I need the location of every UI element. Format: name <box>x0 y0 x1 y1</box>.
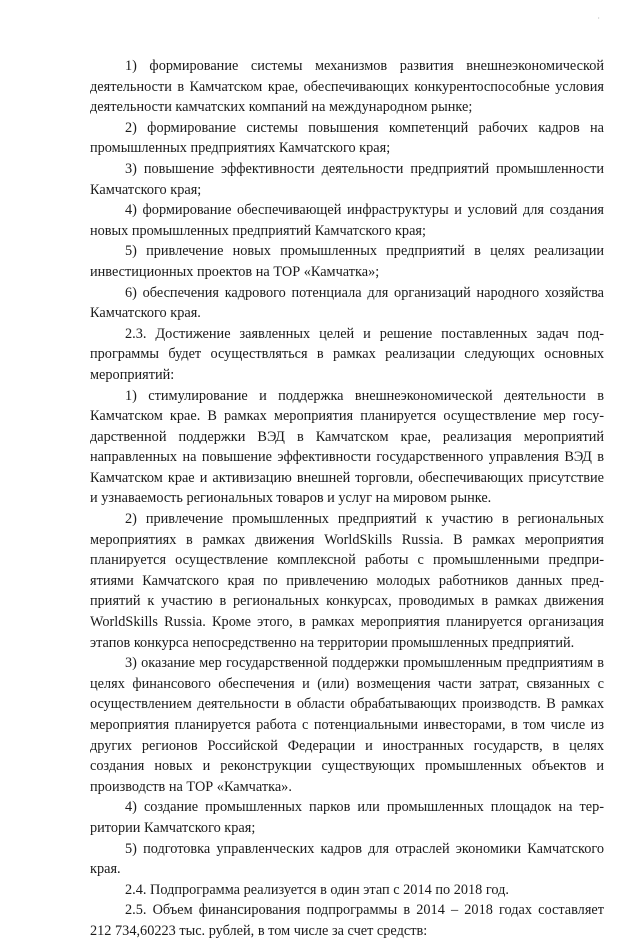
paragraph-goal-4: 4) формирование обеспечивающей инфраструктуры и условий для создания новых промышленных предприятий Камчатского края; <box>90 202 604 239</box>
paragraph-goal-6: 6) обеспечения кадрового потенциала для организаций народного хозяйства Камчатского края. <box>90 284 604 322</box>
paragraph-goal-2: 2) формирование системы повышения компетенций рабочих кадров на промышленных предприятиях Камчатского края; <box>90 119 604 157</box>
paragraph-goal-5: 5) привлечение новых промышленных предприятий в целях реализации инвестиционных проектов на ТОР «Камчатка»; <box>90 243 604 280</box>
paragraph-measure-5: 5) подготовка управленческих кадров для отраслей экономики Камчатского края. <box>90 840 604 878</box>
paragraph-goal-3: 3) повышение эффективности деятельности предприятий промышленности Камчатского края; <box>90 160 604 198</box>
paragraph-section-2-5: 2.5. Объем финансирования подпрограммы в 2014 – 2018 годах составляет 212 734,60223 тыс. рублей, в том числе за счет средств: <box>90 902 604 939</box>
corner-mark: · <box>597 14 600 23</box>
paragraph-measure-1: 1) стимулирование и поддержка внешнеэкономической деятельности в Камчатском крае. В рамках мероприятия планируется осуществление мер государственной поддержки ВЭД в Камчатском крае, реализация мероприятий направленных на повышение эффективности государственного управления ВЭД в Камчатском крае и активизацию внешней торговли, обеспечивающих присутствие и узнаваемость региональных товаров и услуг на мировом рынке. <box>90 387 604 507</box>
paragraph-measure-3: 3) оказание мер государственной поддержки промышленным предприятиям в целях финансового обеспечения и (или) возмещения части затрат, связанных с осуществлением деятельности в области обрабатывающих производств. В рамках мероприятия планируется работа с потенциальными инвесторами, в том числе из других регионов Российской Федерации и иностранных государств, в целях создания новых и реконструкции существующих промышленных объектов и производств на ТОР «Камчатка». <box>90 655 604 795</box>
paragraph-section-2-3: 2.3. Достижение заявленных целей и решение поставленных задач подпрограммы будет осуществляться в рамках реализации следующих основных мероприятий: <box>90 325 604 383</box>
paragraph-section-2-4: 2.4. Подпрограмма реализуется в один этап с 2014 по 2018 год. <box>125 881 509 898</box>
paragraph-goal-1: 1) формирование системы механизмов развития внешнеэкономической деятельности в Камчатском крае, обеспечивающих конкурентоспособные условия деятельности камчатских компаний на международном рынке; <box>90 58 604 116</box>
paragraph-measure-2: 2) привлечение промышленных предприятий к участию в региональных мероприятиях в рамках движения WorldSkills Russia. В рамках мероприятия планируется осуществление комплексной работы с промышленными предприятиями Камчатского края по привлечению молодых работников данных предприятий к участию в региональных конкурсах, проводимых в рамках движения WorldSkills Russia. Кроме этого, в рамках мероприятия планируется организация этапов конкурса непосредственно на территории промышленных предприятий. <box>90 511 604 651</box>
paragraph-measure-4: 4) создание промышленных парков или промышленных площадок на территории Камчатского края; <box>90 799 604 836</box>
